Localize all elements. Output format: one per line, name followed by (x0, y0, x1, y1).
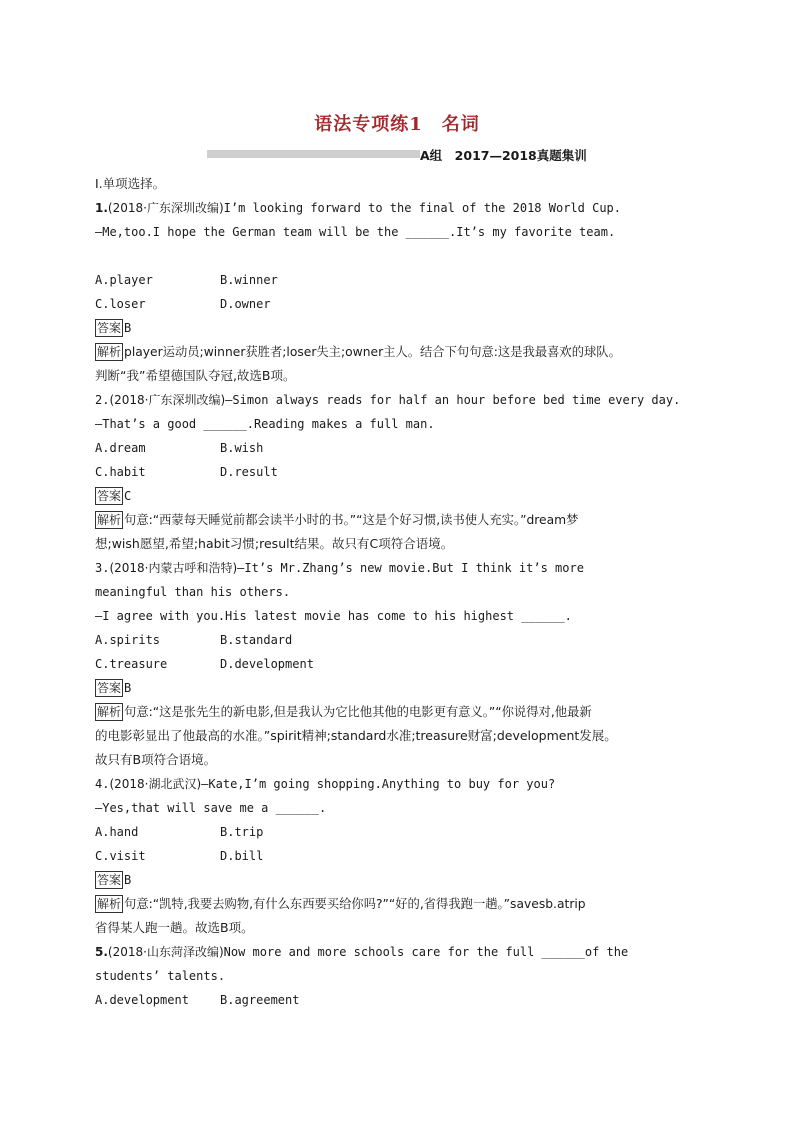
question-4-options-row-1 (95, 820, 715, 844)
answer-value: B (124, 681, 132, 695)
question-text: —Simon always reads for half an hour before bed time every day. (225, 393, 681, 407)
question-3-stem (95, 556, 715, 580)
option-d: D.result (220, 465, 278, 479)
analysis-tag: 解析 (97, 345, 122, 359)
question-1-options-row-1 (95, 268, 715, 292)
question-5-stem (95, 940, 715, 964)
analysis-tag: 解析 (97, 513, 122, 527)
question-text: I’m looking forward to the final of the 2018 World Cup. (223, 201, 621, 215)
exercise-content (95, 172, 715, 1012)
question-5-options-row-1 (95, 988, 715, 1012)
analysis-text: 的电影彰显出了他最高的水准。”spirit精神;standard水准;treasure财富;development发展。 (95, 728, 617, 743)
analysis-text: 句意:“凯特,我要去购物,有什么东西要买给你吗?”“好的,省得我跑一趟。”savesb.atrip (124, 897, 586, 911)
option-d: D.owner (220, 297, 271, 311)
question-2-analysis (95, 508, 715, 532)
question-source: (2018·广东深圳改编) (107, 201, 224, 215)
question-number: 5. (95, 945, 108, 959)
answer-tag: 答案 (97, 681, 122, 695)
question-1-stem (95, 196, 715, 220)
section-heading: Ⅰ.单项选择。 (95, 176, 166, 191)
answer-tag: 答案 (97, 873, 122, 887)
option-a: A.dream (95, 441, 146, 455)
question-2-options-row-1 (95, 436, 715, 460)
group-label: A组 2017—2018真题集训 (420, 148, 587, 163)
question-3-reply: —I agree with you.His latest movie has come to his highest ______. (95, 609, 572, 623)
analysis-text: player运动员;winner获胜者;loser失主;owner主人。结合下句句意:这是我最喜欢的球队。 (124, 345, 621, 359)
question-3-answer (95, 676, 715, 700)
answer-tag: 答案 (97, 489, 122, 503)
question-1-options-row-2 (95, 292, 715, 316)
question-1-answer (95, 316, 715, 340)
question-4-stem (95, 772, 715, 796)
option-a: A.spirits (95, 633, 161, 647)
analysis-text: 想;wish愿望,希望;habit习惯;result结果。故只有C项符合语境。 (95, 536, 454, 551)
question-4-answer (95, 868, 715, 892)
question-3-analysis (95, 700, 715, 724)
question-3-options-row-2 (95, 652, 715, 676)
option-a: A.hand (95, 825, 139, 839)
option-b: B.agreement (220, 993, 300, 1007)
option-b: B.winner (220, 273, 278, 287)
analysis-text: 句意:“西蒙每天睡觉前都会读半小时的书。”“这是个好习惯,读书使人充实。”dream梦 (124, 513, 579, 527)
question-5-stem-cont: students’ talents. (95, 969, 226, 983)
analysis-tag: 解析 (97, 705, 122, 719)
question-number: 4. (95, 777, 110, 791)
question-4-options-row-2 (95, 844, 715, 868)
question-2-reply: —That’s a good ______.Reading makes a full man. (95, 417, 435, 431)
question-number: 3. (95, 561, 110, 575)
question-number: 2. (95, 393, 110, 407)
analysis-text: 句意:“这是张先生的新电影,但是我认为它比他其他的电影更有意义。”“你说得对,他最新 (124, 705, 592, 719)
question-1-reply: —Me,too.I hope the German team will be the ______.It’s my favorite team. (95, 225, 616, 239)
question-text: Now more and more schools care for the full ______of the (223, 945, 629, 959)
analysis-text: 故只有B项符合语境。 (95, 752, 217, 767)
answer-value: B (124, 873, 132, 887)
option-b: B.wish (220, 441, 264, 455)
question-2-options-row-2 (95, 460, 715, 484)
question-source: (2018·山东菏泽改编) (107, 945, 224, 959)
option-c: C.treasure (95, 657, 168, 671)
answer-tag: 答案 (97, 321, 122, 335)
question-3-stem-cont: meaningful than his others. (95, 585, 291, 599)
option-a: A.development (95, 993, 189, 1007)
option-c: C.visit (95, 849, 146, 863)
answer-value: B (124, 321, 132, 335)
question-source: (2018·湖北武汉) (109, 777, 202, 791)
question-text: —Kate,I’m going shopping.Anything to buy for you? (201, 777, 556, 791)
question-1-analysis (95, 340, 715, 364)
page-title: 语法专项练1 名词 (314, 114, 480, 135)
option-b: B.trip (220, 825, 264, 839)
option-a: A.player (95, 273, 153, 287)
option-d: D.development (220, 657, 314, 671)
question-text: —It’s Mr.Zhang’s new movie.But I think it’s more (237, 561, 584, 575)
question-4-reply: —Yes,that will save me a ______. (95, 801, 327, 815)
option-d: D.bill (220, 849, 264, 863)
question-2-answer (95, 484, 715, 508)
question-4-analysis (95, 892, 715, 916)
answer-value: C (124, 489, 132, 503)
option-c: C.habit (95, 465, 146, 479)
question-3-options-row-1 (95, 628, 715, 652)
question-source: (2018·内蒙古呼和浩特) (109, 561, 238, 575)
option-c: C.loser (95, 297, 146, 311)
analysis-text: 省得某人跑一趟。故选B项。 (95, 920, 254, 935)
option-b: B.standard (220, 633, 293, 647)
group-divider-bar (207, 150, 420, 158)
analysis-text: 判断“我”希望德国队夺冠,故选B项。 (95, 368, 296, 383)
question-2-stem (95, 388, 715, 412)
question-source: (2018·广东深圳改编) (109, 393, 226, 407)
question-number: 1. (95, 201, 108, 215)
analysis-tag: 解析 (97, 897, 122, 911)
